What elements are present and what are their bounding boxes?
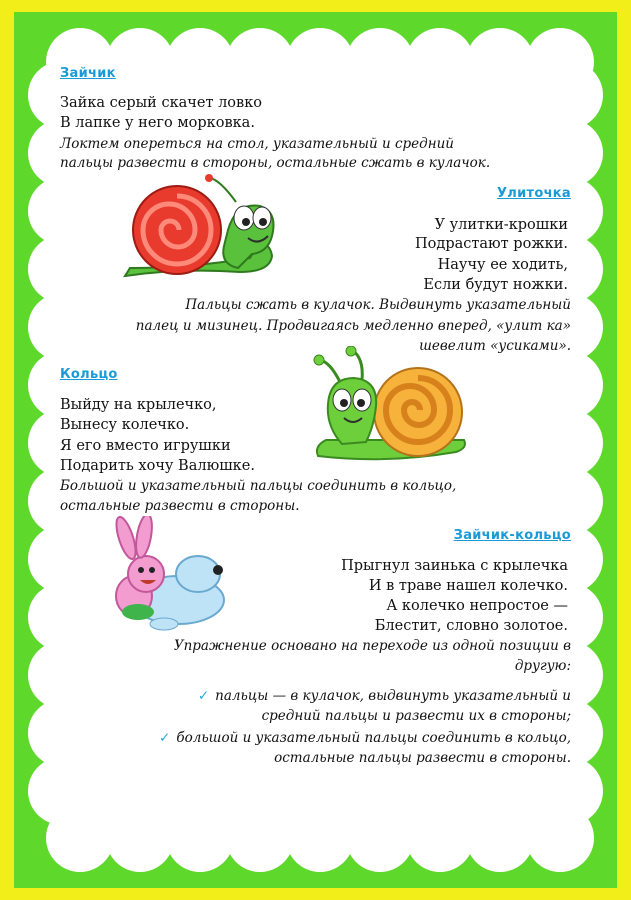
check-icon: ✓ <box>159 730 171 746</box>
section-title-koltso: Кольцо <box>60 367 118 382</box>
poem-line: В лапке у него морковка. <box>60 115 255 131</box>
section-title-zaychik-koltso: Зайчик-кольцо <box>453 528 571 543</box>
instruction-line: Пальцы сжать в кулачок. Выдвинуть указательный <box>185 297 571 313</box>
poem-line: Подрастают рожки. <box>415 236 568 252</box>
instruction-line: Локтем опереться на стол, указательный и средний <box>60 136 454 152</box>
poem-line: Подарить хочу Валюшке. <box>60 458 255 474</box>
poem-line: А колечко непростое — <box>386 598 568 614</box>
instruction-line: шевелит «усиками». <box>419 338 571 354</box>
poem-line: Я его вместо игрушки <box>60 438 231 454</box>
section-title-ulitochka: Улиточка <box>496 186 571 201</box>
instruction-line: Упражнение основано на переходе из одной позиции в <box>173 638 571 654</box>
poem-line: Выйду на крылечко, <box>60 397 217 413</box>
poem-line: Научу ее ходить, <box>437 257 568 273</box>
check-icon: ✓ <box>197 688 210 704</box>
checklist-item-cont: средний пальцы и развести их в стороны; <box>261 708 571 724</box>
poem-line: Если будут ножки. <box>423 277 568 293</box>
poem-line: У улитки-крошки <box>434 217 568 233</box>
poem-line: Вынесу колечко. <box>60 417 190 433</box>
snail-orange-icon <box>306 346 474 472</box>
checklist-item: ✓ пальцы — в кулачок, выдвинуть указательный и <box>197 688 571 704</box>
poem-line: Зайка серый скачет ловко <box>60 95 262 111</box>
instruction-line: пальцы развести в стороны, остальные сжать в кулачок. <box>60 155 491 171</box>
checklist-item-cont: остальные пальцы развести в стороны. <box>274 750 571 766</box>
poem-line: Блестит, словно золотое. <box>374 618 568 634</box>
instruction-line: другую: <box>514 658 571 674</box>
poem-line: И в траве нашел колечко. <box>368 578 568 594</box>
checklist-item: ✓ большой и указательный пальцы соединить в кольцо, <box>159 730 571 746</box>
instruction-line: остальные развести в стороны. <box>60 498 300 514</box>
instruction-line: Большой и указательный пальцы соединить в кольцо, <box>60 478 457 494</box>
bunny-dog-icon <box>104 516 232 636</box>
section-title-zaychik: Зайчик <box>60 66 116 81</box>
snail-red-icon <box>120 172 280 290</box>
instruction-line: палец и мизинец. Продвигаясь медленно вперед, «улит ка» <box>135 318 571 334</box>
poem-line: Прыгнул заинька с крылечка <box>341 558 568 574</box>
